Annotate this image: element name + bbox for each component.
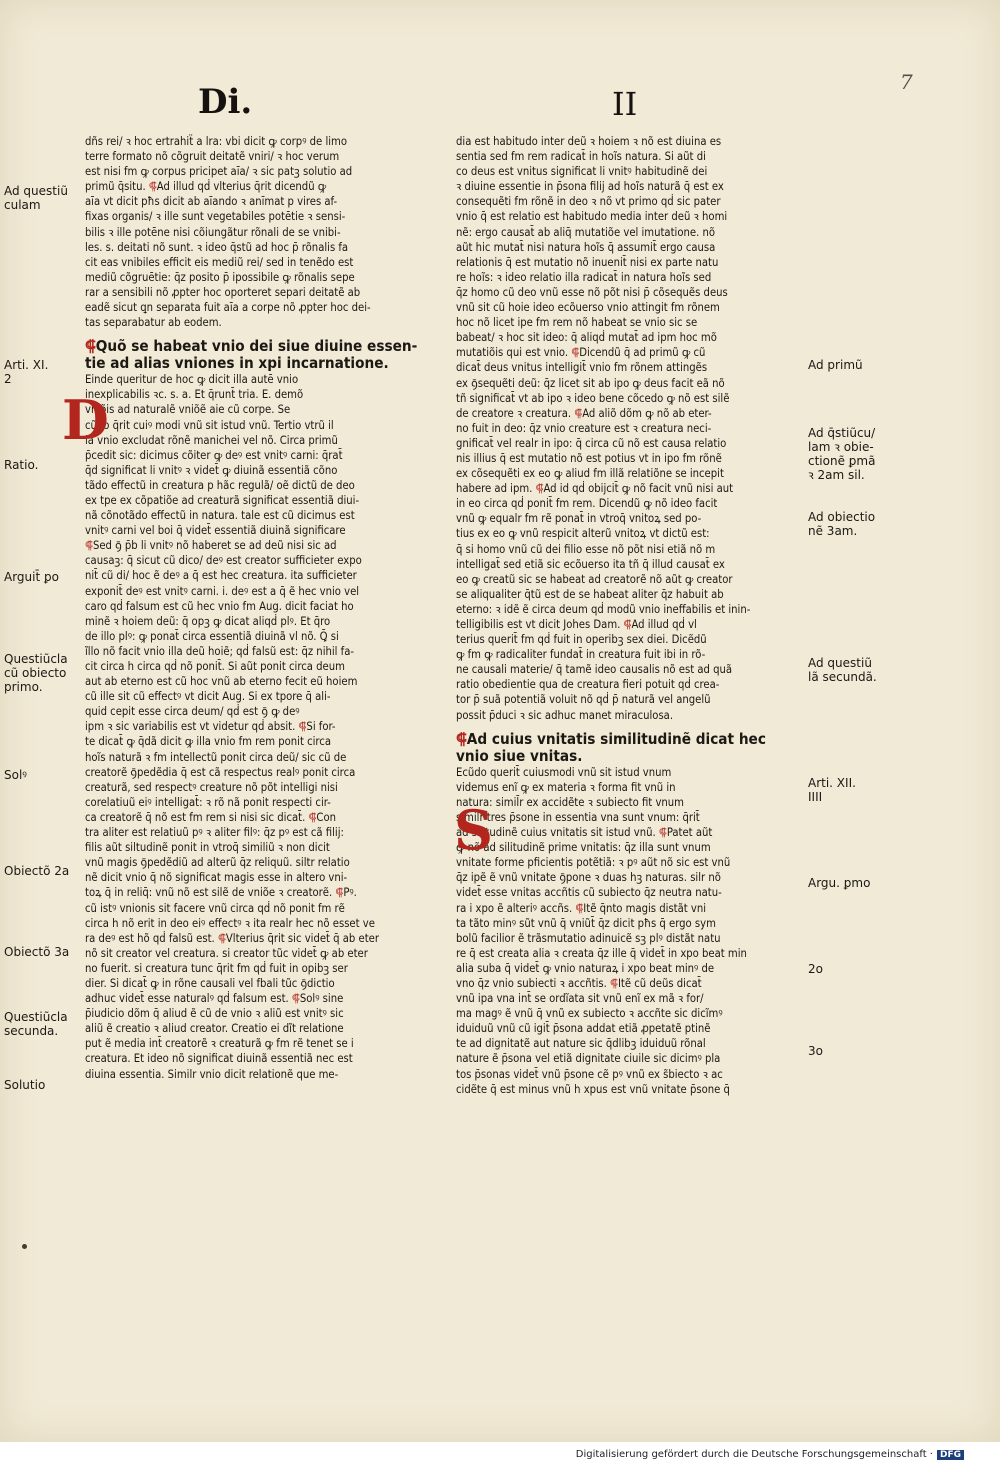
text-line: eterno: ꝛ idẽ ẽ circa deum qḋ modũ vnio ineffabilis et inin- [456, 602, 751, 616]
paragraph-mark: ⸿ [658, 826, 667, 840]
text-line: tie ad alias vniones in xpi incarnatione. [85, 355, 389, 373]
text-line: ꝛ diuine essentie in p̄sona filij ad hoĩs naturã q̄ est ex [456, 180, 724, 194]
paragraph-mark: ⸿ [575, 901, 584, 915]
initial-capital-d-illustration: D [62, 388, 109, 452]
margin-note-line: 2o [808, 962, 823, 976]
text-line: vnitate forme pficientis potẽtiã: ꝛ pꝰ aũt nõ sic est vnũ [456, 856, 731, 870]
margin-note-line: Arti. XI. [4, 358, 49, 372]
text-line: tos p̄sonas videt̄ vnũ p̄sone cẽ pꝰ vnũ ex s̃biecto ꝛ ac [456, 1067, 723, 1081]
paragraph-mark: ⸿ [335, 886, 344, 900]
text-line: tãdo effectũ in creatura p hãc regulã/ oẽ dictũ de deo [85, 478, 355, 492]
text-line: ma magꝰ ẽ vnũ q̄ vnũ ex subiecto ꝛ accñte sic dicĩmꝰ [456, 1007, 723, 1021]
text-line: bilis ꝛ ille potēne nisi cõiungãtur rõnali de se vnibi- [85, 225, 341, 239]
text-line: ne causali materie/ q̄ tamẽ ideo causalis nõ est ad quã [456, 663, 733, 677]
text-line: tor p̄ suã potentiã voluit nõ qḋ p̄ naturã vel angelũ [456, 693, 711, 707]
text-line [85, 330, 440, 338]
text-line: aut ab eterno est cũ hoc vnũ ab eterno fecit eũ hoiem [85, 675, 358, 689]
margin-note [4, 945, 82, 959]
paragraph-mark: ⸿ [574, 406, 583, 420]
text-line: vnũ sit cũ hoie ideo ecõuerso vnio attingit fm rõnem [456, 301, 720, 315]
text-line: tius ex eo ꝙ vnũ respicit alterũ vnitoꝝ vt dictũ est: [456, 527, 710, 541]
text-line: ra i xpo ẽ alteriꝰ accñs. ⸿Itẽ q̄nto magis distãt vni [456, 901, 707, 915]
text-line: dier. Si dicat̄ ꝙ in rõne causali vel fbali tũc ꝯ̄dictio [85, 976, 335, 990]
paragraph-mark: ⸿ [308, 810, 317, 824]
footer-text: Digitalisierung gefördert durch die Deutsche Forschungsgemeinschaft · [575, 1449, 933, 1460]
text-line: cũdo q̄rit cuiꝰ modi vnũ sit istud vnũ. Tertio vtrũ il [85, 418, 334, 432]
text-line: hoĩs naturã ꝛ fm intellectũ ponit circa deũ/ sic cũ de [85, 750, 347, 764]
text-line: in eo circa qḋ ponit̄ fm rem. Dicendũ ꝙ nõ ideo facit [456, 497, 718, 511]
paragraph-mark: ⸿ [456, 730, 467, 748]
text-line: dicat̄ deus vnitus intelligit̄ vnio fm rõnem attingẽs [456, 361, 708, 375]
text-line: aīa vt dicit pħs dicit ab aīando ꝛ anīmat p vires af- [85, 195, 338, 209]
text-line: co deus est vnitus significat li vnitꝰ habitudinẽ dei [456, 165, 708, 179]
paragraph-mark: ⸿ [85, 539, 93, 553]
margin-note-line: culam [4, 198, 41, 212]
text-line: simil̄r tres p̄sone in essentia vna sunt vnum: q̄rit̄ [456, 810, 700, 824]
text-line: nẽ dicit vnio q̄ nõ significat magis esse in altero vni- [85, 871, 348, 885]
text-line: terre formato nõ cõgruit deitatẽ vniri/ ꝛ hoc verum [85, 150, 340, 164]
margin-note [4, 1078, 82, 1092]
ink-spot [22, 1244, 27, 1249]
text-line: vnio siue vnitas. [456, 747, 583, 765]
text-line: vno q̄z vnio subiecti ꝛ accñtis. ⸿Itẽ cũ deũs dicat̄ [456, 976, 702, 990]
text-line: vnitꝰ carni vel boi q̄ videt̄ essentiã diuinã significare [85, 524, 346, 538]
text-line: Einde queritur de hoc ꝙ dicit illa autē vnio [85, 373, 299, 387]
text-line: nẽ: ergo causat̄ ab aliq̄ mutatiõe vel imutatione. nõ [456, 225, 715, 239]
margin-note-line: Ad primũ [808, 358, 863, 372]
margin-note-line: Questiũcla [4, 652, 68, 666]
text-line: relationis q̄ est mutatio nõ inuenit̄ nisi ex parte natu [456, 255, 719, 269]
text-line: de illo plꝰ: ꝙ ponat̄ circa essentiã diuinã vl nõ. Ꝗ̄ si [85, 629, 339, 643]
margin-note [4, 458, 82, 472]
margin-note [808, 510, 898, 538]
text-line: inexplicabilis ꝛc. s. a. Et q̄runt̄ tria. E. demõ [85, 388, 304, 402]
text-line: aũt hic mutat̄ nisi natura hoĩs q̄ assumit̄ ergo causa [456, 240, 716, 254]
margin-note-line: secunda. [4, 1024, 59, 1038]
text-line: alia suba q̄ videt̄ ꝙ vnio naturaꝝ i xpo beat minꝰ de [456, 961, 715, 975]
text-line: ex cõsequẽti ex eo ꝙ aliud fm illã relatiõne se incepit [456, 467, 724, 481]
text-line: dñs rei/ ꝛ hoc ertrahiẗ a lra: vbi dicit ꝙ corpꝰ de limo [85, 135, 348, 148]
text-line: nõ sit creator vel creatura. si creator tũc videt̄ ꝙ ab eter [85, 946, 368, 960]
margin-note [808, 358, 898, 372]
text-line: bolũ facilior ẽ trãsmutatio adinuicẽ sꝫ plꝰ distãt natu [456, 931, 721, 945]
text-line: dia est habitudo inter deũ ꝛ hoiem ꝛ nõ est diuina es [456, 135, 722, 148]
text-line: nature ẽ p̄sona vel etiã dignitate ciuile sic dicimꝰ pla [456, 1052, 721, 1066]
text-line: ra deꝰ est hõ qḋ falsũ est. ⸿Vlterius q̄rit sic videt̄ q̄ ab eter [85, 931, 379, 945]
text-line: re q̄ est creata alia ꝛ creata q̄z ille q̄ videt̄ in xpo beat min [456, 946, 747, 960]
text-line: p̄cedit sic: dicimus cõiter ꝙ deꝰ est vnitꝰ carni: q̄rat̄ [85, 448, 343, 462]
text-line: exponit̄ deꝰ est vnitꝰ carni. i. deꝰ est a q̄ ẽ hec vnio vel [85, 584, 360, 598]
text-line: mediũ cõgruētie: q̄z posito p̄ ipossibile ꝙ rõnalis sepe [85, 270, 355, 284]
text-line: ratio obedientie qua de creatura fieri potuit qḋ crea- [456, 678, 720, 692]
text-line: iduiduũ vnũ cũ igit̄ p̄sona addat etiã ꝓpetatẽ ptinẽ [456, 1022, 711, 1036]
text-line: nis illius q̄ est mutatio nõ est potius vt in ipo fm rõnẽ [456, 451, 722, 465]
text-line: aliũ ẽ creatio ꝛ aliud creator. Creatio ei dĩt relatione [85, 1022, 344, 1036]
text-line: creatorẽ ꝯ̄pedẽdia q̄ est cã respectus realꝰ ponit circa [85, 765, 356, 779]
margin-note-line: Ad q̄stiũcu/ [808, 426, 876, 440]
text-line: mutatiõis qui est vnio. ⸿Dicendũ q̄ ad primũ ꝙ cũ [456, 346, 706, 360]
margin-note-line: Questiũcla [4, 1010, 68, 1024]
text-line: ipm ꝛ sic variabilis est vt videtur qḋ absit. ⸿Si for- [85, 720, 336, 734]
text-line: la vnio excludat rõnẽ manichei vel nõ. Circa primũ [85, 433, 338, 447]
margin-note [4, 570, 82, 584]
text-line: ex ꝯ̄sequẽti deũ: q̄z licet sit ab ipo ꝙ deus facit eã nõ [456, 376, 725, 390]
text-line: p̄iudicio dõm q̄ aliud ẽ cũ de vnio ꝛ aliũ est vnitꝰ sic [85, 1007, 344, 1021]
margin-note-line: 3o [808, 1044, 823, 1058]
text-line: babeat/ ꝛ hoc sit ideo: q̄ aliqḋ mutat̄ ad ipm hoc mõ [456, 331, 717, 345]
text-line: hoc nõ licet ipe fm rem nõ habeat se vnio sic se [456, 316, 698, 330]
margin-note [808, 426, 898, 482]
paragraph-mark: ⸿ [623, 618, 632, 631]
margin-note-line: Arguit̄ ꝑo [4, 570, 59, 584]
text-line: quid cepit esse circa deum/ qḋ est ꝯ̄ ꝙ deꝰ [85, 705, 300, 719]
text-line: ca creatorẽ q̄ nõ est fm rem si nisi sic dicat̄. ⸿Con [85, 810, 336, 824]
left-text-column [85, 134, 440, 1082]
text-line: se aliqualiter q̄tũ est de se habeat aliter q̄z habuit ab [456, 587, 724, 601]
paragraph-mark: ⸿ [571, 346, 580, 360]
text-line: te ad dignitatẽ aut nature sic q̄dlibꝫ iduiduũ rõnal [456, 1037, 706, 1051]
margin-note-line: Arti. XII. [808, 776, 856, 790]
text-line: ⸿Ad cuius vnitatis similitudinẽ dicat̄ hec [456, 730, 766, 748]
margin-note-line: Argu. ꝑmo [808, 876, 871, 890]
text-line: corelatiuũ eiꝰ intelligat̄: ꝛ rõ nã ponit respecti cir- [85, 795, 331, 809]
text-line: gnificat̄ vel realr in ipo: q̄ circa cũ nõ est causa relatio [456, 436, 727, 450]
text-line: ⸿Quõ se habeat vnio dei siue diuine essen- [85, 338, 418, 356]
text-line: q̄z ipẽ ẽ vnũ vnitate ꝯ̄pone ꝛ duas hꝫ naturas. silr nõ [456, 871, 721, 885]
text-line: vnũ ꝙ equalr fm rẽ ponat̄ in vtroq̄ vnitoꝝ sed po- [456, 512, 702, 526]
right-text-column [456, 134, 801, 1097]
margin-note [808, 776, 898, 804]
paragraph-mark: ⸿ [217, 931, 226, 945]
text-line: intelligat̄ sed etiã sic ecõuerso ita tñ q̄ illud causat̄ ex [456, 557, 725, 571]
text-line: ta tãto minꝰ sũt vnũ q̄ vniũt̄ q̄z dicit pħs q̄ ergo sym [456, 916, 716, 930]
text-line: fixas organis/ ꝛ ille sunt vegetabiles potētie ꝛ sensi- [85, 210, 346, 224]
margin-note-line: cũ obiecto [4, 666, 67, 680]
running-head-right: II [612, 85, 638, 123]
text-line: sentia sed fm rem radicat̄ in hoĩs natura. Si aũt di [456, 150, 706, 164]
text-line: consequẽti fm rõnẽ in deo ꝛ nõ vt primo qḋ sic pater [456, 195, 721, 209]
text-line: tra aliter est relatiuũ pꝰ ꝛ aliter filꝰ: q̄z pꝰ est cã filij: [85, 826, 344, 840]
text-line: vnio q̄ est relatio est habitudo media inter deũ ꝛ homi [456, 210, 728, 224]
paragraph-mark: ⸿ [85, 338, 96, 356]
text-line: tas separabatur ab eodem. [85, 316, 222, 330]
text-line: creatura. Et ideo nõ significat diuinã essentiã nec est [85, 1052, 353, 1066]
margin-note [4, 358, 82, 386]
text-line: ex tpe ex cõpatiõe ad creaturã significat essentiã diui- [85, 493, 360, 507]
margin-note-line: ꝛ 2am sil. [808, 468, 865, 482]
text-line: circa h nõ erit in deo eiꝰ effectꝰ ꝛ ita realr hec nõ esset ve [85, 916, 375, 930]
text-line: q̄ si homo vnũ cũ dei filio esse nõ põt nisi etiã nõ m [456, 542, 716, 556]
margin-note-line: primo. [4, 680, 43, 694]
margin-note [808, 656, 898, 684]
text-line: eo ꝙ creatũ sic se habeat ad creatorẽ nõ aũt ꝙ creator [456, 572, 733, 586]
margin-note-line: nẽ 3am. [808, 524, 858, 538]
text-line: vnũ ipa vna int̄ se ordĩata sit vnũ enĩ ex mã ꝛ for/ [456, 992, 704, 1006]
margin-note-line: 2 [4, 372, 12, 386]
text-line: vniõis ad naturalẽ vniõẽ aie cũ corpe. Se [85, 403, 291, 417]
text-line [456, 723, 801, 731]
text-line: ꝙ fm ꝙ radicaliter fundat̄ in creatura fuit ibi in rõ- [456, 648, 706, 662]
text-line: put ẽ media int̄ creatorẽ ꝛ creaturã ꝙ fm rẽ tenet se i [85, 1037, 354, 1051]
margin-note-line: lam ꝛ obie- [808, 440, 874, 454]
text-line: toꝝ q̄ in reliq̄: vnũ nõ est silẽ de vniõe ꝛ creatorẽ. ⸿Pꝰ. [85, 886, 357, 900]
margin-note [4, 768, 82, 782]
paragraph-mark: ⸿ [291, 992, 300, 1006]
text-line: eadẽ sicut ꝗn separata fuit aīa a corpe nõ ꝓpter hoc dei- [85, 301, 371, 315]
margin-note-line: Solꝰ [4, 768, 27, 782]
margin-note [808, 962, 898, 976]
text-line: telligibilis est vt dicit Johes Dam. ⸿Ad illud qḋ vl [456, 618, 697, 631]
margin-note-line: Obiectõ 2a [4, 864, 70, 878]
text-line: ad silitudinẽ cuius vnitatis sit istud vnũ. ⸿Patet aũt [456, 826, 713, 840]
margin-note-line: Ad questiũ [808, 656, 872, 670]
text-line: q̄z homo cũ deo vnũ esse nõ põt nisi p̄ cõsequẽs deus [456, 285, 728, 299]
text-line: ⸿Sed ꝯ̄ p̄b li vnitꝰ nõ haberet se ad deũ nisi sic ad [85, 539, 337, 553]
paragraph-mark: ⸿ [535, 482, 544, 496]
margin-note-line: IIII [808, 790, 823, 804]
margin-note-line: Ratio. [4, 458, 39, 472]
text-line: habere ad ipm. ⸿Ad id qḋ obijcit̄ ꝙ nõ facit vnũ nisi aut [456, 482, 734, 496]
text-line: re hoĩs: ꝛ ideo relatio illa radicat̄ in natura hoĩs sed [456, 270, 712, 284]
folio-number: 7 [900, 70, 913, 94]
text-line: tñ significat̄ vt ab ipo ꝛ ideo bene cõcedo ꝙ nõ est silẽ [456, 391, 730, 405]
margin-note [4, 1010, 82, 1038]
initial-capital-s-illustration: S [454, 798, 493, 862]
paragraph-mark: ⸿ [148, 180, 157, 194]
text-line: adhuc videt̄ esse naturalꝰ qḋ falsum est. ⸿Solꝰ sine [85, 992, 344, 1006]
text-line: est nisi fm ꝙ corpus pricipet aīa/ ꝛ sic patꝫ solutio ad [85, 165, 353, 179]
margin-note-line: Ad questiũ [4, 184, 68, 198]
margin-note-line: ctionẽ ꝑmã [808, 454, 876, 468]
text-line: cit circa h circa qḋ nõ ponit̄. Si aũt ponit circa deum [85, 660, 345, 673]
text-line: terius querit̄ fm qḋ fuit in operibꝫ sex diei. Dicẽdũ [456, 633, 707, 647]
text-line: creaturã, sed respectꝰ creature nõ põt intelligi nisi [85, 780, 338, 794]
text-line: causaꝫ: q̄ sicut cũ dico/ deꝰ est creator sufficieter expo [85, 554, 362, 568]
margin-note-line: lã secundã. [808, 670, 877, 684]
text-line: possit p̄duci ꝛ sic adhuc manet miraculosa. [456, 708, 674, 722]
margin-note [4, 864, 82, 878]
text-line: primũ q̄situ. ⸿Ad illud qḋ vlterius q̄rit dicendũ ꝙ [85, 180, 327, 194]
text-line: cũ ille sit cũ effectꝰ vt dicit Aug. Si ex tpore q̄ ali- [85, 690, 331, 704]
margin-note-line: Ad obiectio [808, 510, 876, 524]
text-line: no fuerit. si creatura tunc q̄rit fm qḋ fuit in opibꝫ ser [85, 961, 348, 975]
margin-note [4, 652, 82, 694]
margin-note [808, 876, 898, 890]
paragraph-mark: ⸿ [298, 720, 307, 734]
text-line: nit̄ cũ di/ hoc ẽ deꝰ a q̄ est hec creatura. ita sufficieter [85, 569, 357, 583]
text-line: vnũ magis ꝯ̄pedẽdiũ ad alterũ q̄z reliquũ. siltr relatio [85, 856, 350, 870]
running-head-left: Di. [198, 82, 253, 122]
text-line: les. s. deitati nõ sunt. ꝛ ideo q̄stũ ad hoc p̄ rõnalis fa [85, 240, 349, 254]
text-line: cidẽte q̄ est minus vnũ h xpus est vnũ vnitate p̄sone q̄ [456, 1082, 730, 1096]
text-line: ꝙ nõ ad silitudinẽ prime vnitatis: q̄z illa sunt vnum [456, 841, 711, 855]
margin-note [4, 184, 82, 212]
paragraph-mark: ⸿ [610, 976, 618, 990]
margin-note [808, 1044, 898, 1058]
margin-note-line: Obiectõ 3a [4, 945, 70, 959]
text-line: diuina essentia. Similr vnio dicit relationẽ que me- [85, 1067, 339, 1081]
text-line: caro qḋ falsum est cũ hec vnio fm Aug. dicit faciat ho [85, 599, 354, 613]
text-line: Ecũdo querit̄ cuiusmodi vnũ sit istud vnum [456, 765, 672, 779]
text-line: minẽ ꝛ hoiem deũ: q̄ opꝫ ꝙ dicat aliqḋ plꝰ. Et q̄ro [85, 614, 331, 628]
margin-note-line: Solutio [4, 1078, 46, 1092]
text-line: q̄d significat li vnitꝰ ꝛ videt̄ ꝙ diuinã essentiã cõno [85, 463, 338, 477]
text-line: cũ istꝰ vnionis sit facere vnũ circa qḋ nõ ponit fm rẽ [85, 901, 345, 915]
text-line: no fuit in deo: q̄z vnio creature est ꝛ creatura neci- [456, 421, 712, 435]
text-line: nã cõnotãdo effectũ in natura. tale est cũ dicimus est [85, 509, 355, 523]
text-line: filis aũt siltudinẽ ponit in vtroq̄ similiũ ꝛ non dicit [85, 841, 330, 855]
text-line: te dicat̄ ꝙ q̄dã dicit ꝙ illa vnio fm rem ponit circa [85, 735, 332, 749]
text-line: ĩllo nõ facit vnio illa deũ hoiẽ; qḋ falsũ est: q̄z nihil fa- [85, 644, 354, 658]
text-line: videmus enĩ ꝙ ex materia ꝛ forma fit vnũ in [456, 780, 676, 794]
text-line: de creatore ꝛ creatura. ⸿Ad aliõ dõm ꝙ nõ ab eter- [456, 406, 712, 420]
text-line: natura: simil̄r ex accidẽte ꝛ subiecto fit vnum [456, 795, 684, 809]
text-line: rar a sensibili nõ ꝓpter hoc oporteret separi deitatẽ ab [85, 285, 361, 299]
dfg-logo: DFG [937, 1450, 964, 1460]
text-line: cit eas vnibiles efficit eis mediũ rei/ sed in tenẽdo est [85, 255, 354, 269]
digitization-footer [576, 1449, 964, 1460]
text-line: videt̄ esse vnitas accñtis cũ subiecto q̄z neutra natu- [456, 886, 722, 900]
